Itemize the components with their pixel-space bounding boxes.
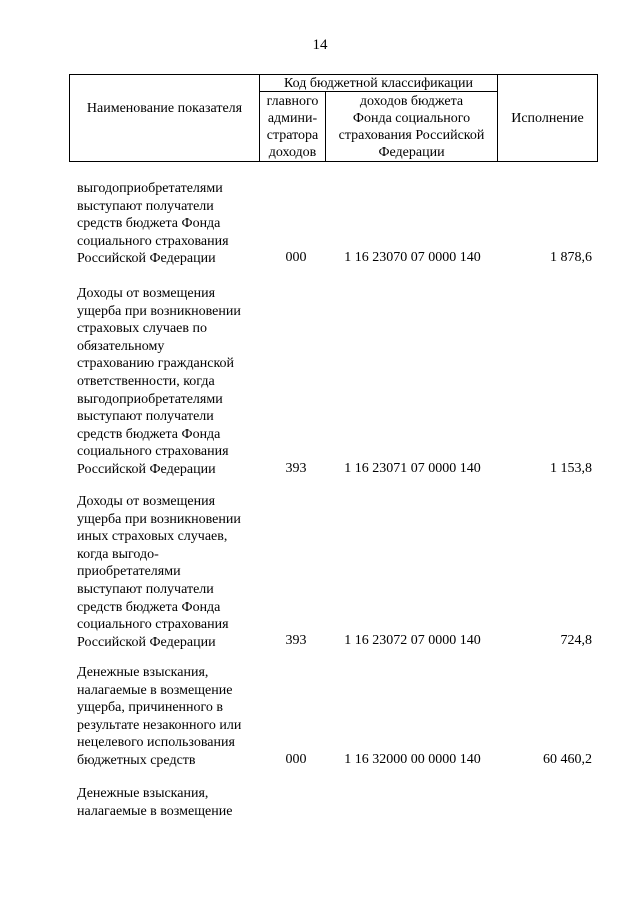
header-right-border bbox=[597, 74, 598, 162]
row-execution: 1 153,8 bbox=[550, 461, 592, 476]
row-name: выгодоприобретателями выступают получатели средств бюджета Фонда социального страхования Российской Федерации bbox=[77, 181, 229, 267]
row-name: Денежные взыскания, налагаемые в возмещение ущерба, причиненного в результате незаконного или нецелевого использования бюджетных средств bbox=[77, 665, 242, 768]
row-budget-code: 1 16 23071 07 0000 140 bbox=[344, 461, 481, 476]
row-execution: 1 878,6 bbox=[550, 250, 592, 265]
row-admin-code: 000 bbox=[285, 250, 307, 265]
header-income-col: доходов бюджета Фонда социального страхования Российской Федерации bbox=[338, 94, 485, 160]
row-name: Денежные взыскания, налагаемые в возмещение bbox=[77, 786, 233, 819]
row-name: Доходы от возмещения ущерба при возникновении страховых случаев по обязательному страхованию гражданской ответственности, когда выгодоприобретателями выступают получатели средств бюджета Фонда социального страхования Российской Федерации bbox=[77, 286, 241, 477]
header-name-col: Наименование показателя bbox=[86, 101, 243, 116]
row-execution: 724,8 bbox=[560, 633, 592, 648]
row-budget-code: 1 16 23072 07 0000 140 bbox=[344, 633, 481, 648]
row-budget-code: 1 16 23070 07 0000 140 bbox=[344, 250, 481, 265]
page-number: 14 bbox=[312, 37, 328, 53]
row-budget-code: 1 16 32000 00 0000 140 bbox=[344, 752, 481, 767]
header-code-group: Код бюджетной классификации bbox=[284, 76, 473, 91]
row-admin-code: 000 bbox=[285, 752, 307, 767]
header-admin-col: главного админи- стратора доходов bbox=[266, 94, 319, 160]
table-header bbox=[69, 74, 598, 162]
row-name: Доходы от возмещения ущерба при возникновении иных страховых случаев, когда выгодо- приобретателями выступают получатели средств бюджета Фонда социального страхования Российской Федерации bbox=[77, 494, 241, 650]
header-exec-col: Исполнение bbox=[511, 111, 584, 126]
row-admin-code: 393 bbox=[285, 633, 307, 648]
header-bottom-border bbox=[69, 161, 598, 162]
row-admin-code: 393 bbox=[285, 461, 307, 476]
row-execution: 60 460,2 bbox=[543, 752, 592, 767]
header-left-border bbox=[69, 74, 70, 162]
